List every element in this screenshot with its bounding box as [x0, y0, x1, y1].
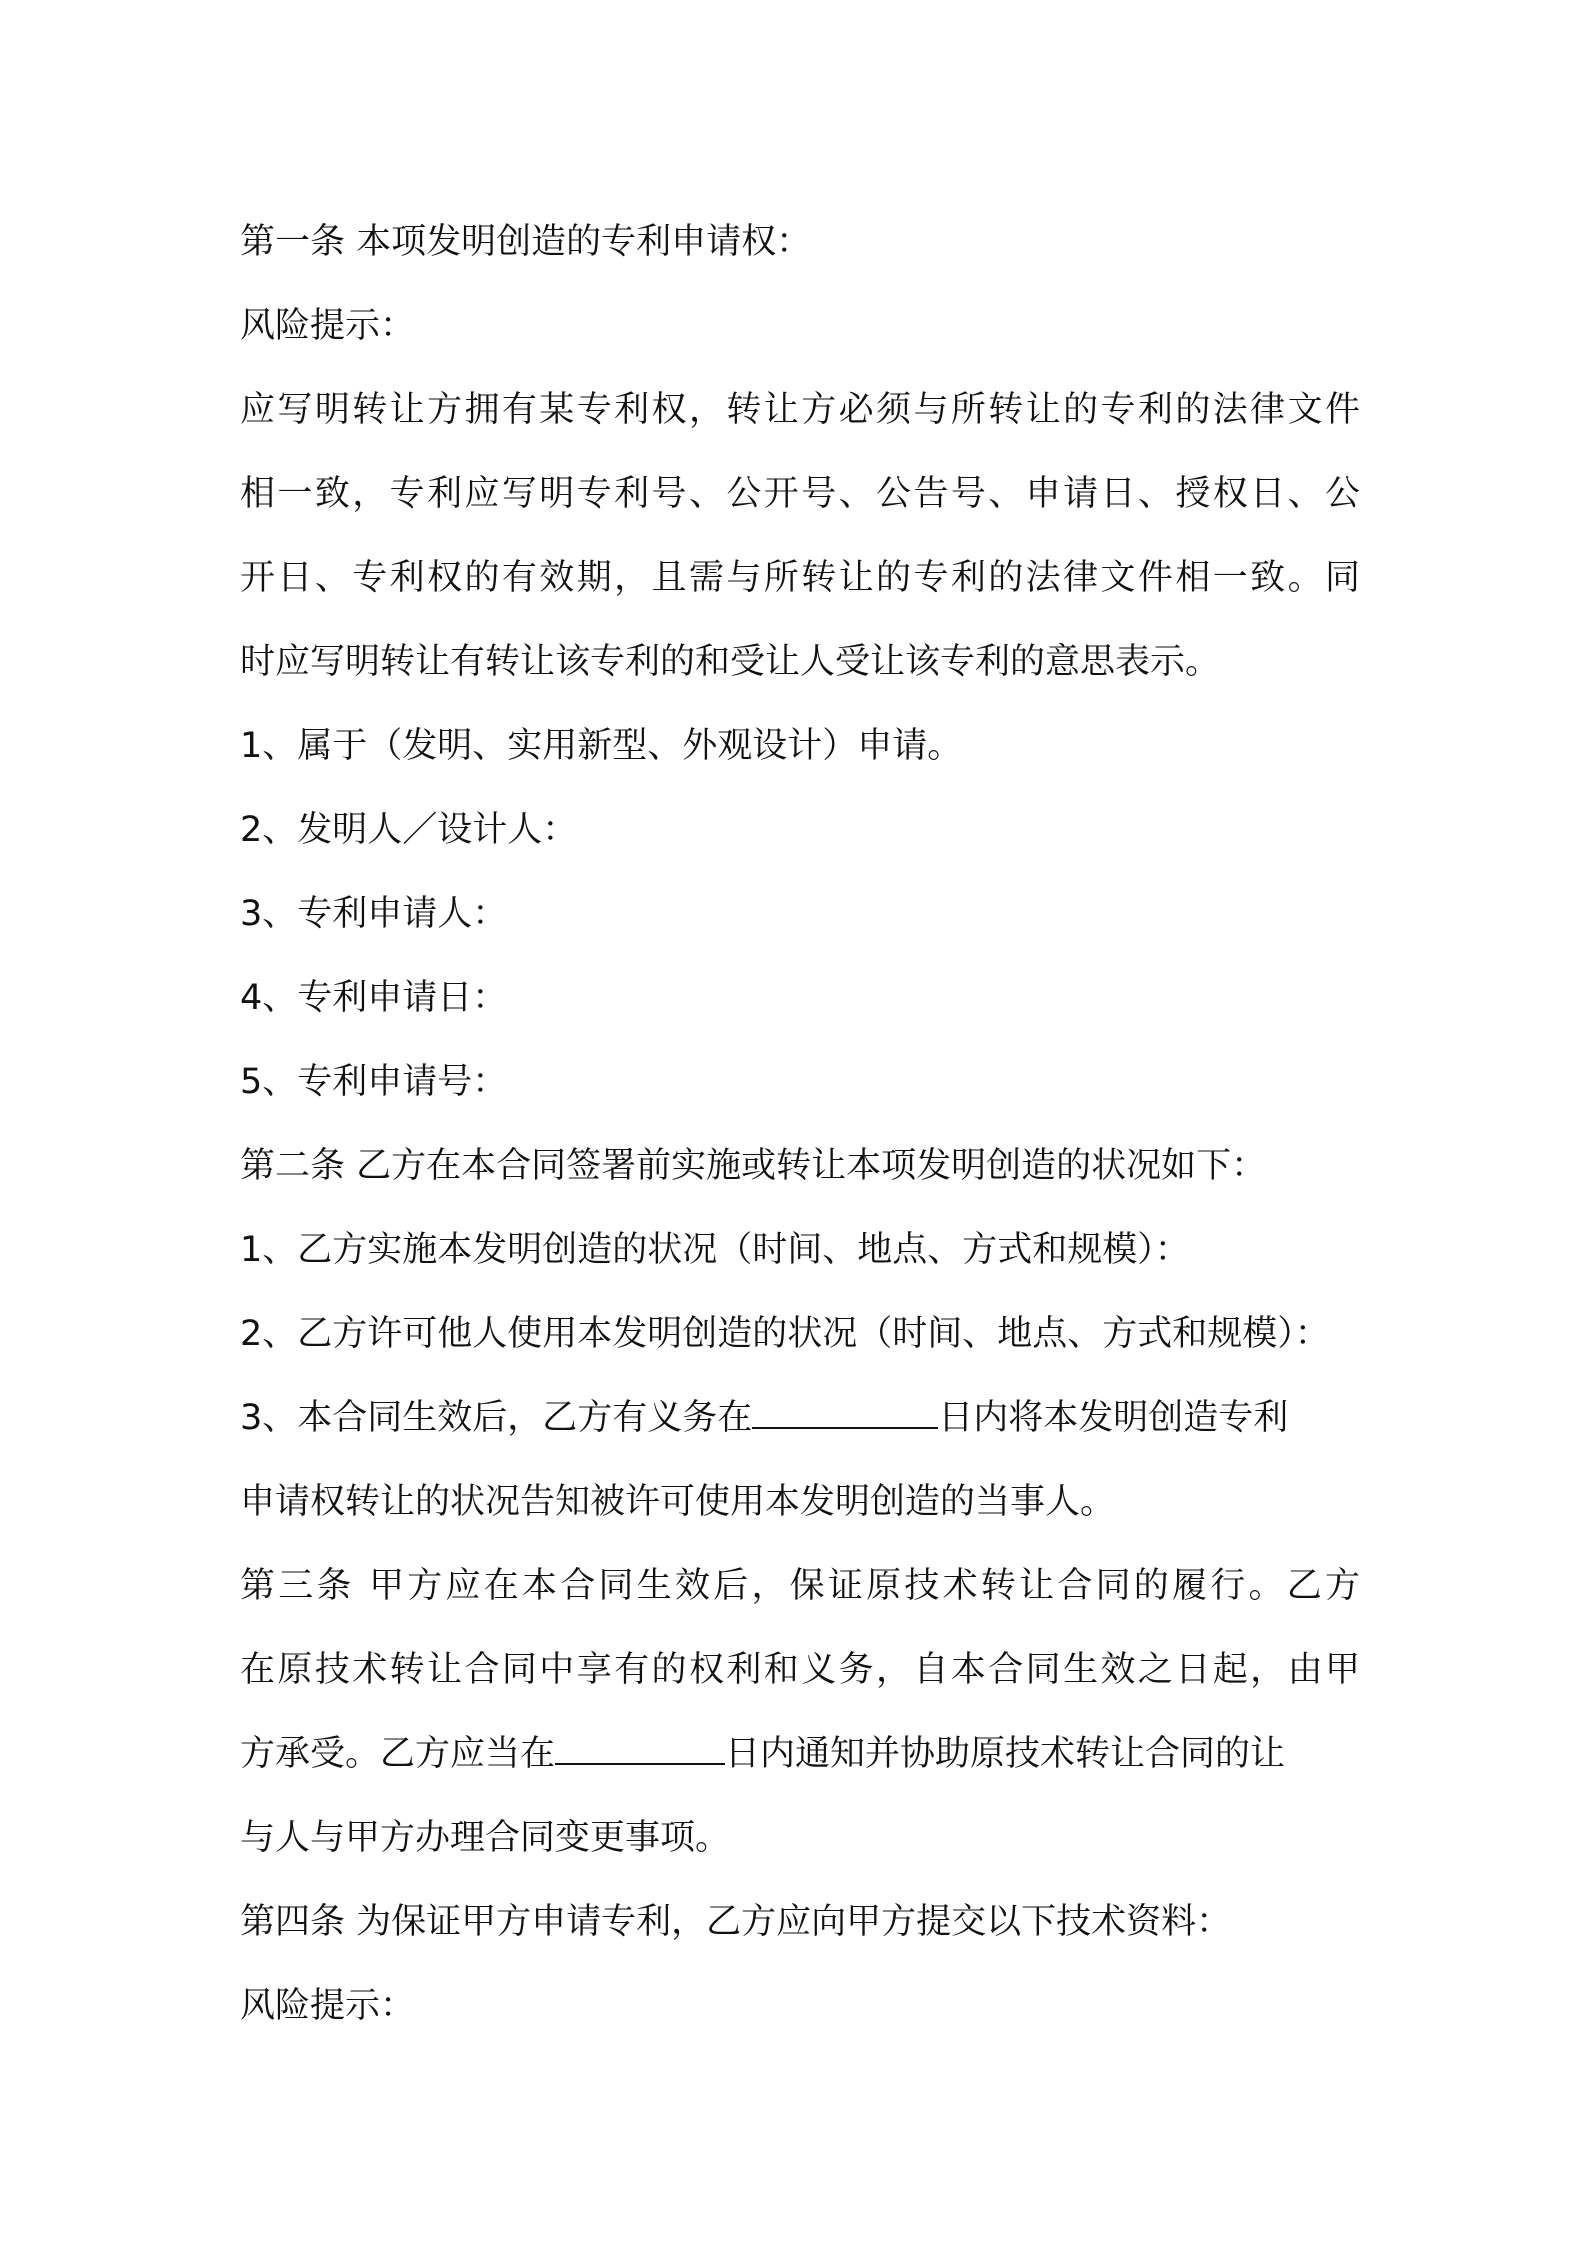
article-3-line-prefix: 方承受。乙方应当在	[240, 1734, 556, 1774]
article-3-line	[240, 1712, 1360, 1796]
risk-text-line: 相一致，专利应写明专利号、公开号、公告号、申请日、授权日、公	[240, 474, 1360, 514]
article-2-item: 2、乙方许可他人使用本发明创造的状况（时间、地点、方式和规模）：	[240, 1314, 1330, 1354]
article-2-item-3-continued: 申请权转让的状况告知被许可使用本发明创造的当事人。	[240, 1482, 1116, 1522]
document-page	[240, 200, 1360, 2048]
risk-label: 风险提示：	[240, 1986, 416, 2026]
risk-text-line: 开日、专利权的有效期，且需与所转让的专利的法律文件相一致。同	[240, 558, 1360, 598]
article-3-line: 第三条 甲方应在本合同生效后，保证原技术转让合同的履行。乙方	[240, 1566, 1360, 1606]
article-3-line-suffix: 日内通知并协助原技术转让合同的让	[725, 1734, 1286, 1774]
fill-in-blank-days	[752, 1397, 938, 1429]
article-1-item: 2、发明人／设计人：	[240, 810, 578, 850]
risk-label: 风险提示：	[240, 306, 416, 346]
article-3-line: 在原技术转让合同中享有的权利和义务，自本合同生效之日起，由甲	[240, 1650, 1360, 1690]
article-1-item: 1、属于（发明、实用新型、外观设计）申请。	[240, 726, 963, 766]
risk-text-line: 应写明转让方拥有某专利权，转让方必须与所转让的专利的法律文件	[240, 390, 1360, 430]
article-2-item-3-prefix: 3、本合同生效后，乙方有义务在	[240, 1398, 753, 1438]
article-3-line: 与人与甲方办理合同变更事项。	[240, 1818, 731, 1858]
article-1-item: 3、专利申请人：	[240, 894, 508, 934]
fill-in-blank-days	[555, 1733, 725, 1765]
article-1-item: 4、专利申请日：	[240, 978, 508, 1018]
article-2-title: 第二条 乙方在本合同签署前实施或转让本项发明创造的状况如下：	[240, 1146, 1267, 1186]
article-2-item: 1、乙方实施本发明创造的状况（时间、地点、方式和规模）：	[240, 1230, 1190, 1270]
risk-text-line: 时应写明转让有转让该专利的和受让人受让该专利的意思表示。	[240, 642, 1221, 682]
article-1-item: 5、专利申请号：	[240, 1062, 508, 1102]
article-1-title: 第一条 本项发明创造的专利申请权：	[240, 222, 812, 262]
article-2-item-3-suffix: 日内将本发明创造专利	[938, 1398, 1289, 1438]
article-4-title: 第四条 为保证甲方申请专利，乙方应向甲方提交以下技术资料：	[240, 1902, 1232, 1942]
article-2-item-3	[240, 1376, 1360, 1460]
